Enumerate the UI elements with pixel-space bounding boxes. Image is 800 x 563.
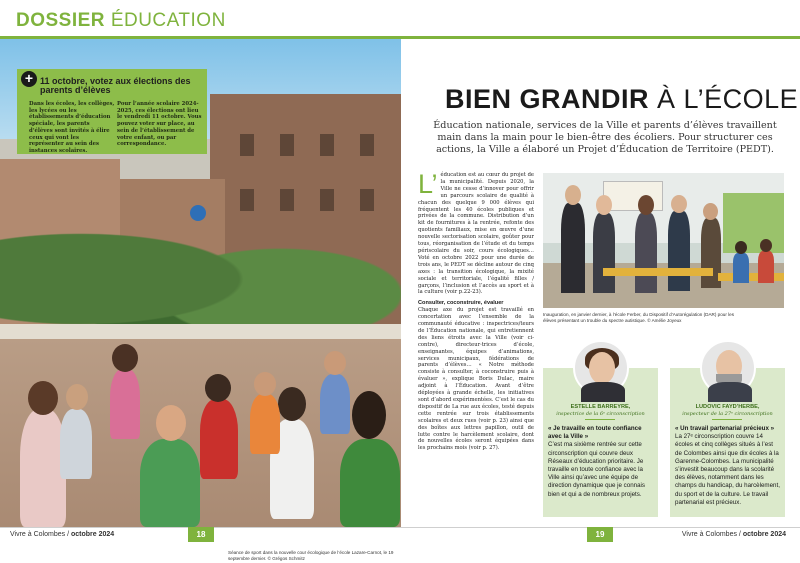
classroom-photo bbox=[543, 173, 784, 308]
photo-caption: Séance de sport dans la nouvelle cour écologique de l’école Lazare-Carnot, le 19 septembre dernier. © Grégos Schmitz bbox=[225, 549, 400, 563]
info-box-column-2: Pour l’année scolaire 2024-2025, ces élections ont lieu le vendredi 11 octobre. Vous pouvez voter sur place, au sein de l’établissement de votre enfant, ou par correspondance. bbox=[117, 101, 202, 148]
dossier-title: DOSSIER ÉDUCATION bbox=[16, 10, 226, 31]
profile-quote: « Je travaille en toute confiance avec la Ville » C’est ma sixième rentrée sur cette circonscription qui couvre deux Réseaux d’éducation prioritaire. Je travaille en toute confiance avec la Ville ainsi qu’avec une équipe de direction dynamique que je connais bien et qui a de nombreux projets. bbox=[548, 425, 645, 498]
profile-name: ESTELLE BARREYRE, bbox=[570, 404, 631, 410]
footer-rule bbox=[0, 527, 800, 528]
article-subtitle: Consulter, coconstruire, évaluer bbox=[418, 300, 504, 307]
article-paragraph-1: éducation est au cœur du projet de la municipalité. Depuis 2020, la Ville ne cesse d’innover pour offrir un parcours scolaire de qualité à chacun des quelque 9 000 élèves qui fréquentent les 40 écoles publiques et privées de la commune. Distribution d’un kit de fournitures à la rentrée, refonte des quotients familiaux, mise en œuvre d’une nouvelle sectorisation scolaire, goûter pour tous, réorganisation de l’étude et du temps périscolaire du soir, cours écologiques… Voté en octobre 2022 pour une durée de trois ans, le PEDT se décline autour de cinq axes : la transition écologique, la mixité sociale et territoriale, l’égalité filles / garçons, l’inclusion et l’accès au sport et à la culture (voir p.22-23). bbox=[418, 172, 534, 296]
article-paragraph-2: Chaque axe du projet est travaillé en concertation avec l’ensemble de la communauté éducative : inspectrices/teurs de l’Éducation nationale, qui entretiennent des liens étroits avec la Ville (voir ci-contre), directeur·trices d’école, enseignantes, équipes d’animations, services municipaux, fédérations de parents d’élèves… « Notre méthode consiste à consulter, à coconstruire puis à évaluer », explique Boris Dulac, maire adjoint à l’Éducation. Avant d’être déployées à grande échelle, les initiatives sont d’abord expérimentées. C’est le cas du dispositif de La rue aux écoles, testé depuis cette rentrée sur trois établissements scolaires et deux rues (voir p. 23) ainsi que des boîtes aux lettres papillon, outil de lutte contre le harcèlement scolaire, dont de nouvelles écoles seront équipées dans les prochains mois (voir p. 27). bbox=[418, 307, 534, 452]
footer-right: Vivre à Colombes / octobre 2024 bbox=[681, 531, 786, 538]
page-number-left: 18 bbox=[188, 527, 214, 542]
ball bbox=[190, 205, 206, 221]
drop-cap: L’ bbox=[418, 169, 438, 199]
portrait-barreyre bbox=[573, 340, 629, 396]
profile-role: inspecteur de la 27ᵉ circonscription bbox=[682, 411, 773, 417]
profile-name: LUDOVIC FAYD’HERBE, bbox=[695, 404, 760, 410]
plus-icon: + bbox=[21, 71, 37, 87]
page-number-right: 19 bbox=[587, 527, 613, 542]
profile-quote: « Un travail partenarial précieux » La 27ᵉ circonscription couvre 14 écoles et cinq collèges situés à l’est de Colombes ainsi que dix écoles à la Garenne-Colombes. La municipalité s’investit beaucoup dans la scolarité des élèves, notamment dans les champs du handicap, du harcèlement, du sport et de la culture. Le travail partenarial est précieux. bbox=[675, 425, 780, 506]
article-body bbox=[418, 169, 534, 452]
info-box-column-1: Dans les écoles, les collèges, les lycées ou les établissements d’éducation spéciale, les parents d’élèves sont invités à élire ceux qui vont les représenter au sein des instances scolaires. bbox=[29, 101, 115, 154]
profile-divider bbox=[712, 419, 742, 420]
article-intro: Éducation nationale, services de la Ville et parents d’élèves travaillent main dans la main pour le bien-être des écoliers. Pour structurer ces actions, la Ville a élaboré un Projet d’Éducation de Territoire (PEDT). bbox=[433, 120, 777, 155]
info-box-title: 11 octobre, votez aux élections des parents d’élèves bbox=[40, 76, 191, 95]
profile-role: inspectrice de la 6ᵉ circonscription bbox=[556, 411, 645, 417]
article-title: BIEN GRANDIR À L’ÉCOLE bbox=[445, 84, 799, 114]
classroom-photo-caption: Inauguration, en janvier dernier, à l’école Ferber, du Dispositif d’Autorégulation (DAR) pour les élèves présentant un trouble du spectre autistique. © Amélie Joyeux bbox=[543, 312, 734, 323]
portrait-faydherbe bbox=[700, 340, 756, 396]
profile-divider bbox=[585, 419, 615, 420]
footer-left: Vivre à Colombes / octobre 2024 bbox=[10, 531, 115, 538]
footer bbox=[0, 527, 800, 547]
